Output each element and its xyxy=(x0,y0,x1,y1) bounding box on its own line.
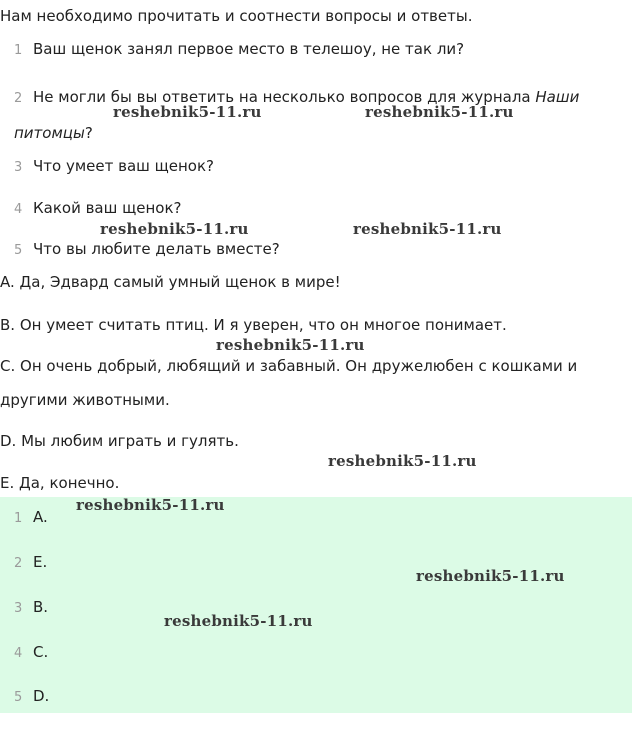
answer-item-5 xyxy=(14,686,49,708)
question-text: Не могли бы вы ответить на несколько вопросов для журнала xyxy=(33,88,536,106)
watermark: reshebnik5-11.ru xyxy=(113,103,262,121)
watermark: reshebnik5-11.ru xyxy=(100,220,249,238)
answer-value: C. xyxy=(33,643,49,661)
option-c-line2: другими животными. xyxy=(0,391,170,409)
answer-number: 5 xyxy=(14,690,23,705)
question-text: Что умеет ваш щенок? xyxy=(33,157,215,175)
watermark: reshebnik5-11.ru xyxy=(328,452,477,470)
answer-item-3 xyxy=(14,597,48,619)
option-d: D. Мы любим играть и гулять. xyxy=(0,432,239,450)
question-item-5 xyxy=(14,239,280,261)
magazine-title: Наши питомцы xyxy=(14,88,580,142)
question-number: 4 xyxy=(14,202,23,217)
answer-value: E. xyxy=(33,553,48,571)
option-c-line1: C. Он очень добрый, любящий и забавный. Он дружелюбен с кошками и xyxy=(0,357,578,375)
question-text: Что вы любите делать вместе? xyxy=(33,240,280,258)
answer-value: D. xyxy=(33,687,50,705)
instruction-text: Нам необходимо прочитать и соотнести вопросы и ответы. xyxy=(0,7,473,25)
question-number: 5 xyxy=(14,243,23,258)
watermark: reshebnik5-11.ru xyxy=(76,496,225,514)
answer-item-1 xyxy=(14,507,48,529)
answer-number: 2 xyxy=(14,556,23,571)
question-item-3 xyxy=(14,156,214,178)
question-text: Какой ваш щенок? xyxy=(33,199,182,217)
option-a: A. Да, Эдвард самый умный щенок в мире! xyxy=(0,273,341,291)
answers-block xyxy=(0,497,632,713)
watermark: reshebnik5-11.ru xyxy=(365,103,514,121)
question-number: 2 xyxy=(14,91,23,106)
answer-number: 1 xyxy=(14,511,23,526)
answer-number: 4 xyxy=(14,646,23,661)
answer-number: 3 xyxy=(14,601,23,616)
watermark: reshebnik5-11.ru xyxy=(164,612,313,630)
answer-value: B. xyxy=(33,598,49,616)
option-e: E. Да, конечно. xyxy=(0,474,120,492)
option-b: B. Он умеет считать птиц. И я уверен, что он многое понимает. xyxy=(0,316,507,334)
answer-value: A. xyxy=(33,508,48,526)
question-item-4 xyxy=(14,198,181,220)
question-item-1 xyxy=(14,39,464,61)
answer-item-2 xyxy=(14,552,47,574)
question-text-end: ? xyxy=(84,124,93,142)
watermark: reshebnik5-11.ru xyxy=(216,336,365,354)
watermark: reshebnik5-11.ru xyxy=(416,567,565,585)
question-text: Ваш щенок занял первое место в телешоу, не так ли? xyxy=(33,40,465,58)
answer-item-4 xyxy=(14,642,48,664)
question-item-2 xyxy=(14,80,614,150)
question-number: 3 xyxy=(14,160,23,175)
watermark: reshebnik5-11.ru xyxy=(353,220,502,238)
question-number: 1 xyxy=(14,43,23,58)
